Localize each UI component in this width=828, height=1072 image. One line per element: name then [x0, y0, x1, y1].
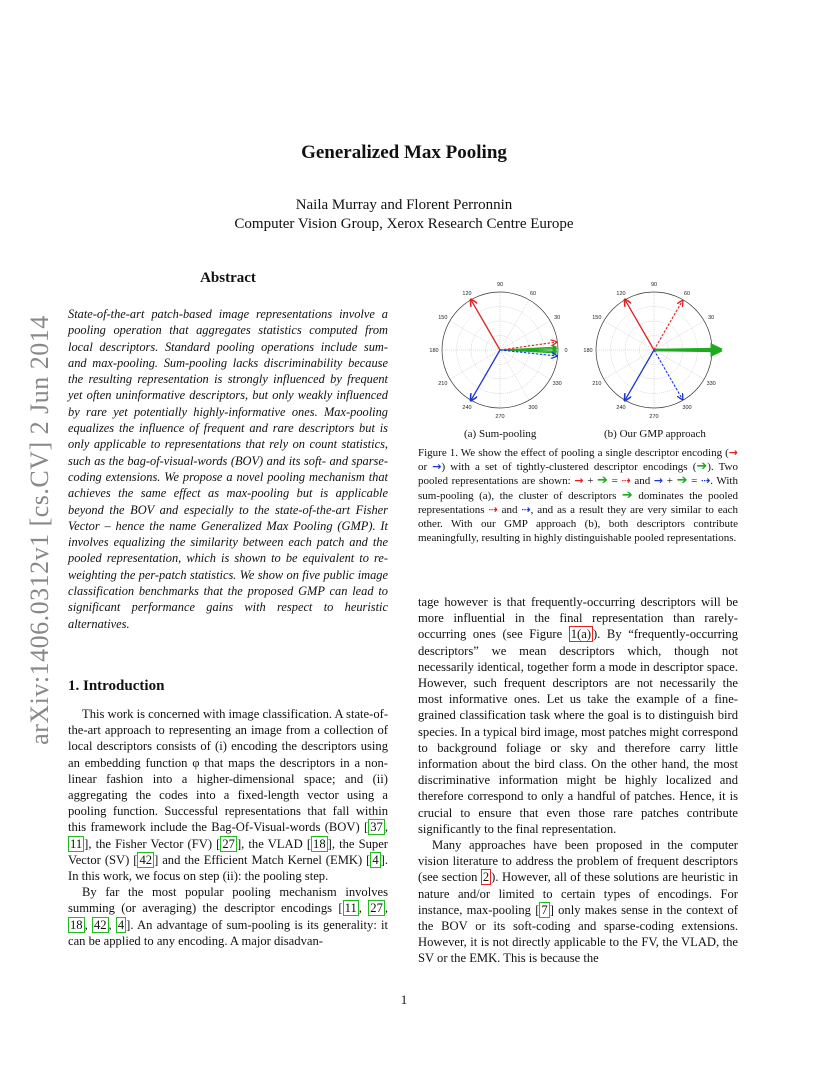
- citation-27[interactable]: 27: [222, 836, 235, 851]
- green-arrow-icon: ➔: [621, 487, 633, 503]
- citation-27[interactable]: 27: [370, 901, 383, 916]
- polar-plot-sum-pooling: [429, 282, 567, 420]
- angle-tick-label: 180: [429, 348, 439, 354]
- arxiv-stamp: arXiv:1406.0312v1 [cs.CV] 2 Jun 2014: [25, 315, 54, 745]
- polar-plot-gmp: [583, 282, 721, 420]
- angle-tick-label: 180: [583, 348, 593, 354]
- green-arrow-icon: ➔: [597, 473, 608, 489]
- vector-arrow: [625, 350, 654, 400]
- angle-tick-label: 300: [682, 405, 692, 412]
- vector-arrow: [471, 300, 500, 350]
- angle-tick-label: 0: [718, 348, 722, 354]
- figure-1a-link[interactable]: 1(a): [570, 627, 592, 642]
- citation-4[interactable]: 4: [372, 852, 379, 867]
- angle-tick-label: 240: [616, 405, 626, 412]
- angle-tick-label: 30: [708, 315, 715, 321]
- angle-tick-label: 90: [650, 282, 658, 288]
- blue-dashed-arrow-icon: ⇢: [700, 474, 711, 488]
- abstract-heading: Abstract: [200, 270, 256, 286]
- right-column-text: [418, 594, 738, 967]
- angle-tick-label: 120: [616, 290, 626, 297]
- angle-tick-label: 0: [564, 348, 568, 354]
- intro-paragraph-1: This work is concerned with image classification. A state-of-the-art approach to representing an image from a collection of local descriptors consists of (i) encoding the descriptors using an embedding function φ that maps the descriptors in a non-linear fashion into a higher-dimensional space; and (ii) aggregating the codes into a fixed-length vector using a pooling function. Successful representations that fall within this framework include the Bag-Of-Visual-words (BOV) [ 37 , 11 ], the Fisher Vector (FV) [ 27 ], the VLAD [ 18 ], the Super Vector (SV) [ 42 ] and the Efficient Match Kernel (EMK) [ 4 ]. In this work, we focus on step (ii): the pooling step.: [68, 707, 389, 884]
- angle-tick-label: 150: [592, 315, 602, 321]
- page-number: 1: [400, 992, 408, 1007]
- citation-42[interactable]: 42: [93, 917, 107, 932]
- angle-tick-label: 120: [462, 290, 472, 297]
- citation-11[interactable]: 11: [70, 836, 83, 851]
- angle-tick-label: 60: [529, 290, 537, 297]
- angle-tick-label: 270: [649, 414, 659, 420]
- angle-tick-label: 270: [495, 414, 505, 420]
- right-paragraph-2: Many approaches have been proposed in the computer vision literature to address the problem of frequent descriptors (see section 2 ). However, all of these solutions are heuristic in nature and/or limited to certain types of encodings. For instance, max-pooling [ 7 ] only makes sense in the context of the BOV or its soft-coding and sparse-coding extensions. However, it is not directly applicable to the FV, the VLAD, the SV or the EMK. This is because the: [418, 838, 738, 966]
- vector-arrow: [654, 301, 682, 350]
- citation-18[interactable]: 18: [70, 917, 83, 932]
- citation-7[interactable]: 7: [541, 902, 548, 917]
- citation-11[interactable]: 11: [344, 901, 357, 916]
- figure-1-polar-plots: [426, 274, 736, 426]
- blue-arrow-icon: →: [653, 474, 664, 488]
- vector-arrow: [654, 349, 717, 350]
- subcaption-b: (b) Our GMP approach: [604, 428, 706, 440]
- angle-tick-label: 210: [592, 381, 602, 387]
- angle-tick-label: 60: [683, 290, 691, 297]
- green-arrow-icon: ➔: [696, 459, 708, 475]
- subcaption-a: (a) Sum-pooling: [464, 428, 537, 440]
- citation-4[interactable]: 4: [117, 917, 125, 932]
- blue-dashed-arrow-icon: ⇢: [521, 502, 531, 516]
- red-dashed-arrow-icon: ⇢: [488, 502, 498, 516]
- citation-42[interactable]: 42: [139, 852, 153, 867]
- angle-tick-label: 30: [554, 315, 561, 321]
- angle-tick-label: 330: [706, 381, 716, 387]
- angle-tick-label: 300: [528, 405, 538, 412]
- red-arrow-icon: →: [728, 446, 738, 459]
- angle-tick-label: 330: [552, 381, 562, 387]
- citation-18[interactable]: 18: [313, 836, 326, 851]
- affiliation: Computer Vision Group, Xerox Research Centre Europe: [234, 216, 574, 232]
- right-paragraph-1: tage however is that frequently-occurring descriptors will be more influential in the final representation than rarely-occurring ones (see Figure 1(a) ). By “frequently-occurring descriptors” we mean descriptors which, though not necessarily identical, together form a mode in descriptor space. However, such frequent descriptors are not necessarily the most informative ones. Let us take the example of a fine-grained classification task where the goal is to distinguish bird species. In a typical bird image, most patches might correspond to background foliage or sky and therefore carry little information about the bird class. On the other hand, the most discriminative information might be highly localized and therefore correspond to only a handful of patches. Hence, it is crucial to ensure that even those rare patches contribute significantly to the final representation.: [418, 595, 739, 836]
- angle-tick-label: 240: [462, 405, 472, 412]
- green-arrow-icon: ➔: [676, 473, 688, 489]
- vector-arrow: [471, 350, 500, 400]
- angle-tick-label: 210: [438, 381, 448, 387]
- angle-tick-label: 90: [496, 282, 504, 288]
- authors: Naila Murray and Florent Perronnin: [295, 197, 513, 213]
- red-arrow-icon: →: [574, 474, 584, 488]
- red-dashed-arrow-icon: ⇢: [621, 474, 631, 488]
- abstract-text: State-of-the-art patch-based image representations involve a pooling operation that aggregates statistics computed from local descriptors. Standard pooling operations include sum- and max-pooling. Sum-pooling lacks discriminability because the resulting representation is strongly influenced by frequent yet often uninformative descriptors, but only weakly influenced by rare yet potentially highly-informative ones. Max-pooling equalizes the influence of frequent and rare descriptors but is only applicable to representations that rely on count statistics, such as the bag-of-visual-words (BOV) and its soft- and sparse-coding extensions. We propose a novel pooling mechanism that achieves the same effect as max-pooling but is applicable beyond the BOV and especially to the state-of-the-art Fisher Vector – hence the name Generalized Max Pooling (GMP). It involves equalizing the similarity between each patch and the pooled representation, which is shown to be equivalent to re-weighting the per-patch statistics. We show on five public image classification benchmarks that the proposed GMP can lead to significant performance gains with respect to heuristic alternatives.: [68, 307, 388, 631]
- blue-arrow-icon: →: [432, 460, 442, 474]
- figure-1-caption: Figure 1. We show the effect of pooling a single descriptor encoding (→ or →) with a set of tightly-clustered descriptor encodings (➔). Two pooled representations are shown: → + ➔ = ⇢ and → + ➔ = ⇢. With sum-pooling (a), the cluster of descriptors ➔ dominates the pooled representations ⇢ and ⇢, and as a result they are very similar to each other. With our GMP approach (b), both descriptors contribute meaningfully, resulting in highly distinguishable pooled representations.: [418, 446, 739, 545]
- citation-37[interactable]: 37: [370, 820, 383, 835]
- angle-tick-label: 150: [438, 315, 448, 321]
- vector-arrow: [625, 300, 654, 350]
- paper-title: Generalized Max Pooling: [301, 142, 507, 163]
- intro-paragraph-2: By far the most popular pooling mechanism involves summing (or averaging) the descriptor encodings [ 11 , 27 , 18 , 42 , 4 ]. An advantage of sum-pooling is its generality: it can be applied to any encoding. A major disadvan-: [68, 885, 389, 948]
- author-block: [0, 196, 808, 234]
- introduction-text: [68, 706, 388, 949]
- vector-arrow: [654, 350, 682, 399]
- section-2-link[interactable]: 2: [482, 870, 490, 885]
- introduction-heading: 1. Introduction: [68, 678, 165, 694]
